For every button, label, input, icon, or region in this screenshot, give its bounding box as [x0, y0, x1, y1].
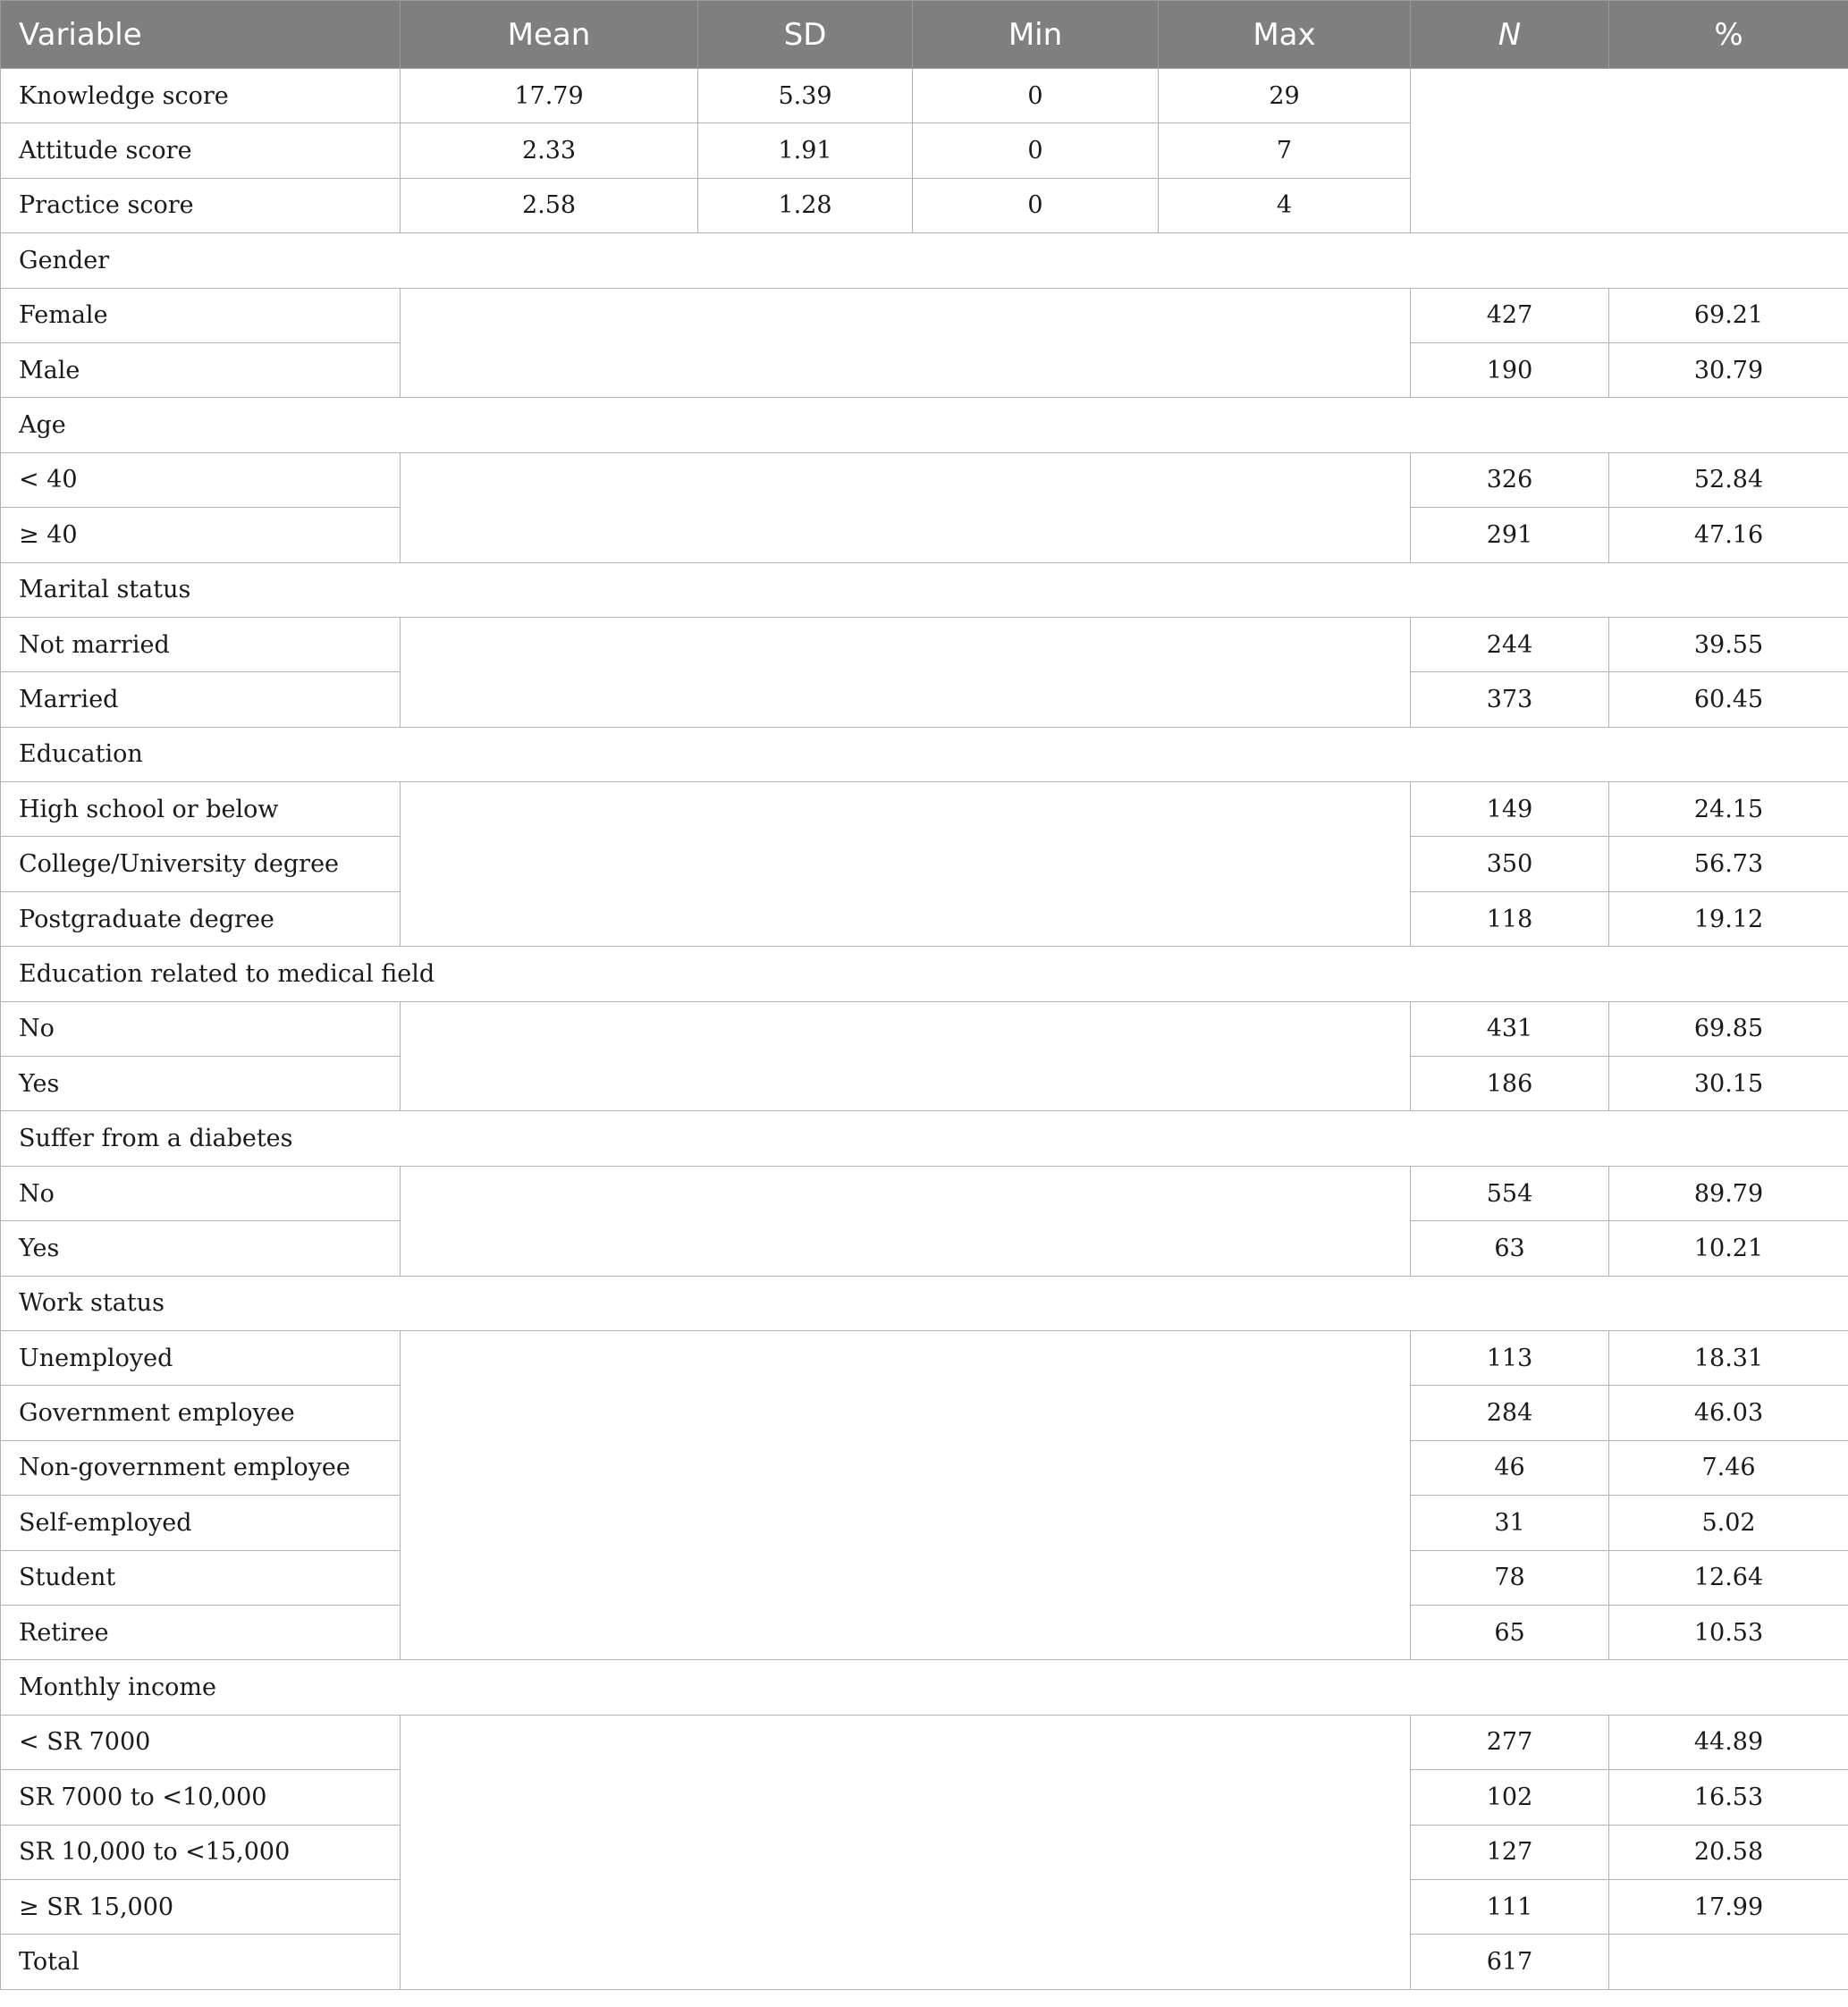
- score-max: 4: [1159, 178, 1411, 232]
- row-count: 78: [1411, 1550, 1609, 1605]
- row-label: < SR 7000: [1, 1715, 401, 1769]
- score-label: Knowledge score: [1, 69, 401, 123]
- empty-cell: [401, 1715, 1411, 1989]
- group-header-row: [1, 233, 1848, 288]
- row-label: ≥ SR 15,000: [1, 1879, 401, 1934]
- header-row: [1, 1, 1848, 69]
- row-count: 127: [1411, 1825, 1609, 1879]
- row-label: Self-employed: [1, 1496, 401, 1550]
- row-percent: 39.55: [1609, 617, 1848, 671]
- row-count: 102: [1411, 1770, 1609, 1825]
- row-count: 111: [1411, 1879, 1609, 1934]
- row-label: No: [1, 1001, 401, 1056]
- row-percent: 5.02: [1609, 1496, 1848, 1550]
- empty-cell: [1411, 69, 1848, 233]
- row-count: 284: [1411, 1386, 1609, 1440]
- score-min: 0: [913, 123, 1159, 178]
- score-sd: 1.28: [698, 178, 913, 232]
- group-header-row: [1, 398, 1848, 452]
- header-min: Min: [913, 1, 1159, 69]
- score-label: Practice score: [1, 178, 401, 232]
- row-count: 244: [1411, 617, 1609, 671]
- group-title: Age: [1, 398, 1848, 452]
- row-percent: 30.79: [1609, 342, 1848, 397]
- score-min: 0: [913, 69, 1159, 123]
- score-row: [1, 69, 1848, 123]
- group-header-row: [1, 562, 1848, 617]
- group-header-row: [1, 1111, 1848, 1166]
- row-percent: 10.53: [1609, 1605, 1848, 1659]
- row-percent: 60.45: [1609, 672, 1848, 727]
- table-body: [1, 69, 1848, 1990]
- row-label: Married: [1, 672, 401, 727]
- score-sd: 5.39: [698, 69, 913, 123]
- score-label: Attitude score: [1, 123, 401, 178]
- group-header-row: [1, 1660, 1848, 1715]
- row-percent: 10.21: [1609, 1221, 1848, 1276]
- row-percent: 30.15: [1609, 1057, 1848, 1111]
- table-row: [1, 1330, 1848, 1385]
- score-max: 7: [1159, 123, 1411, 178]
- row-count: 190: [1411, 342, 1609, 397]
- row-percent: 69.21: [1609, 288, 1848, 342]
- row-label: Postgraduate degree: [1, 891, 401, 946]
- row-count: 31: [1411, 1496, 1609, 1550]
- table-row: [1, 1166, 1848, 1220]
- header-mean: Mean: [401, 1, 698, 69]
- row-label: No: [1, 1166, 401, 1220]
- row-percent: 18.31: [1609, 1330, 1848, 1385]
- row-label: ≥ 40: [1, 508, 401, 562]
- score-min: 0: [913, 178, 1159, 232]
- row-percent: 56.73: [1609, 837, 1848, 891]
- table-row: [1, 288, 1848, 342]
- row-count: 113: [1411, 1330, 1609, 1385]
- header-max: Max: [1159, 1, 1411, 69]
- row-percent: 16.53: [1609, 1770, 1848, 1825]
- row-percent: 89.79: [1609, 1166, 1848, 1220]
- row-label: SR 10,000 to <15,000: [1, 1825, 401, 1879]
- table-row: [1, 617, 1848, 671]
- header-sd: SD: [698, 1, 913, 69]
- row-percent: 19.12: [1609, 891, 1848, 946]
- empty-cell: [401, 782, 1411, 947]
- row-label: Not married: [1, 617, 401, 671]
- row-count: 431: [1411, 1001, 1609, 1056]
- group-title: Suffer from a diabetes: [1, 1111, 1848, 1166]
- row-percent: 7.46: [1609, 1440, 1848, 1495]
- row-percent: 44.89: [1609, 1715, 1848, 1769]
- row-count: 554: [1411, 1166, 1609, 1220]
- row-count: 186: [1411, 1057, 1609, 1111]
- header-variable: Variable: [1, 1, 401, 69]
- row-count: 277: [1411, 1715, 1609, 1769]
- empty-cell: [401, 1001, 1411, 1111]
- row-label: Retiree: [1, 1605, 401, 1659]
- row-count: 373: [1411, 672, 1609, 727]
- empty-cell: [401, 288, 1411, 398]
- row-percent: 47.16: [1609, 508, 1848, 562]
- table-row: [1, 452, 1848, 507]
- row-label: Non-government employee: [1, 1440, 401, 1495]
- row-percent: 20.58: [1609, 1825, 1848, 1879]
- row-label: Yes: [1, 1057, 401, 1111]
- group-header-row: [1, 727, 1848, 781]
- row-label: Student: [1, 1550, 401, 1605]
- row-count: 63: [1411, 1221, 1609, 1276]
- table-row: [1, 1715, 1848, 1769]
- row-percent: 24.15: [1609, 782, 1848, 837]
- empty-cell: [401, 617, 1411, 727]
- score-sd: 1.91: [698, 123, 913, 178]
- row-count: 46: [1411, 1440, 1609, 1495]
- row-count: 118: [1411, 891, 1609, 946]
- row-count: 427: [1411, 288, 1609, 342]
- row-label: Female: [1, 288, 401, 342]
- group-title: Monthly income: [1, 1660, 1848, 1715]
- score-mean: 2.58: [401, 178, 698, 232]
- row-label: Unemployed: [1, 1330, 401, 1385]
- score-mean: 2.33: [401, 123, 698, 178]
- header-percent: %: [1609, 1, 1848, 69]
- group-title: Gender: [1, 233, 1848, 288]
- row-label: College/University degree: [1, 837, 401, 891]
- group-title: Education: [1, 727, 1848, 781]
- row-percent: 52.84: [1609, 452, 1848, 507]
- row-count: 350: [1411, 837, 1609, 891]
- table-row: [1, 1001, 1848, 1056]
- group-title: Work status: [1, 1276, 1848, 1330]
- row-label: Male: [1, 342, 401, 397]
- row-label: Government employee: [1, 1386, 401, 1440]
- row-percent: 46.03: [1609, 1386, 1848, 1440]
- row-percent: [1609, 1935, 1848, 1989]
- empty-cell: [401, 1330, 1411, 1659]
- row-label: < 40: [1, 452, 401, 507]
- row-count: 65: [1411, 1605, 1609, 1659]
- group-title: Education related to medical field: [1, 947, 1848, 1001]
- row-label: Total: [1, 1935, 401, 1989]
- group-header-row: [1, 1276, 1848, 1330]
- score-mean: 17.79: [401, 69, 698, 123]
- score-max: 29: [1159, 69, 1411, 123]
- group-header-row: [1, 947, 1848, 1001]
- row-count: 326: [1411, 452, 1609, 507]
- table-row: [1, 782, 1848, 837]
- row-count: 149: [1411, 782, 1609, 837]
- row-percent: 17.99: [1609, 1879, 1848, 1934]
- row-label: SR 7000 to <10,000: [1, 1770, 401, 1825]
- header-n: N: [1411, 1, 1609, 69]
- empty-cell: [401, 1166, 1411, 1276]
- row-label: High school or below: [1, 782, 401, 837]
- row-percent: 69.85: [1609, 1001, 1848, 1056]
- row-percent: 12.64: [1609, 1550, 1848, 1605]
- row-label: Yes: [1, 1221, 401, 1276]
- empty-cell: [401, 452, 1411, 562]
- group-title: Marital status: [1, 562, 1848, 617]
- row-count: 291: [1411, 508, 1609, 562]
- row-count: 617: [1411, 1935, 1609, 1989]
